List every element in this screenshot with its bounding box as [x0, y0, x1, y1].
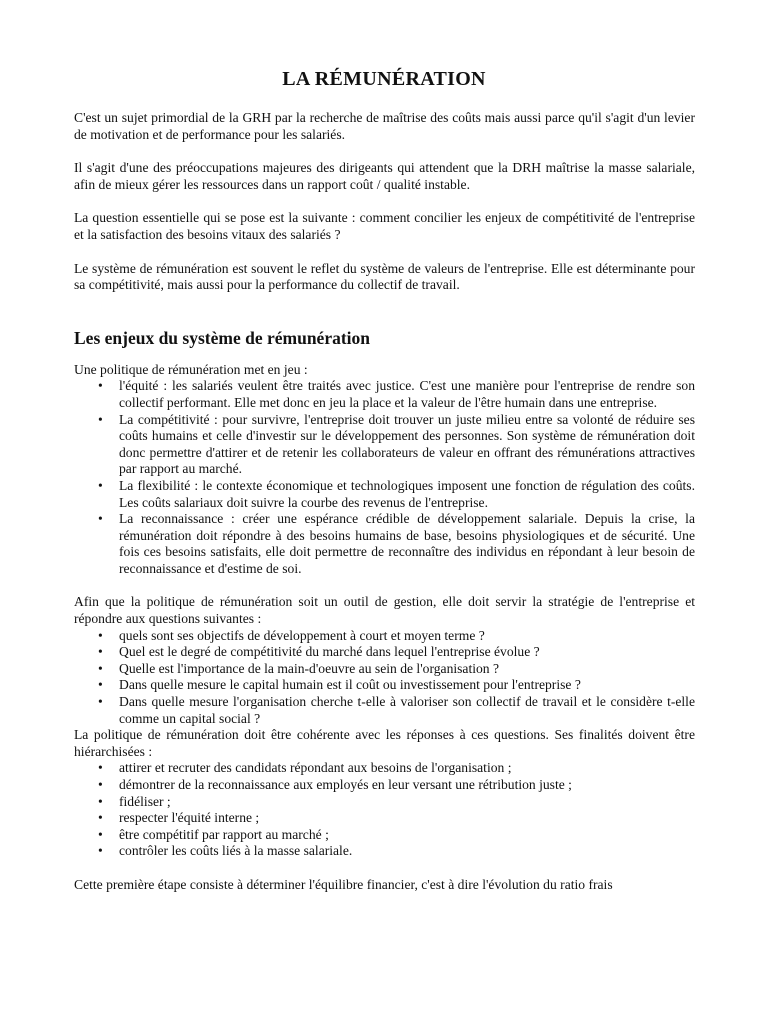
- list-item: • Quelle est l'importance de la main-d'oeuvre au sein de l'organisation ?: [98, 660, 500, 676]
- list-item: • Dans quelle mesure l'organisation cherche t-elle à valoriser son collectif de travail et le considère t-elle comme un capital social ?: [98, 694, 695, 726]
- list-item: • Dans quelle mesure le capital humain est il coût ou investissement pour l'entreprise ?: [98, 677, 581, 693]
- bullet-icon: •: [98, 760, 103, 776]
- intro-paragraph-3: La question essentielle qui se pose est la suivante : comment concilier les enjeux de compétitivité de l'entreprise et la satisfaction des besoins vitaux des salariés ?: [74, 210, 695, 242]
- list-item: • démontrer de la reconnaissance aux employés en leur versant une rétribution juste ;: [98, 777, 572, 792]
- finalites-list: [74, 760, 695, 860]
- questions-list: [74, 628, 695, 728]
- finalites-lead: La politique de rémunération doit être cohérente avec les réponses à ces questions. Ses finalités doivent être hiérarchisées :: [74, 727, 695, 759]
- page-title: LA RÉMUNÉRATION: [282, 68, 486, 90]
- list-item: • La flexibilité : le contexte économique et technologiques imposent une fonction de régulation des coûts. Les coûts salariaux doit suivre la courbe des revenus de l'entreprise.: [98, 477, 695, 510]
- bullet-icon: •: [98, 843, 103, 859]
- bullet-icon: •: [98, 627, 103, 643]
- questions-lead: Afin que la politique de rémunération soit un outil de gestion, elle doit servir la stratégie de l'entreprise et répondre aux questions suivantes :: [74, 594, 695, 627]
- list-item: • attirer et recruter des candidats répondant aux besoins de l'organisation ;: [98, 760, 512, 776]
- bullet-icon: •: [98, 660, 103, 676]
- closing-paragraph: Cette première étape consiste à déterminer l'équilibre financier, c'est à dire l'évolution du ratio frais: [74, 876, 613, 892]
- bullet-icon: •: [98, 677, 103, 693]
- intro-paragraph-1: C'est un sujet primordial de la GRH par la recherche de maîtrise des coûts mais aussi parce qu'il s'agit d'un levier de motivation et de performance pour les salariés.: [74, 110, 695, 142]
- enjeux-lead: Une politique de rémunération met en jeu :: [74, 361, 308, 377]
- bullet-icon: •: [98, 793, 103, 809]
- bullet-icon: •: [98, 511, 103, 527]
- bullet-icon: •: [98, 810, 103, 826]
- list-item: • quels sont ses objectifs de développement à court et moyen terme ?: [98, 627, 485, 643]
- list-item: • fidéliser ;: [98, 793, 171, 809]
- bullet-icon: •: [98, 644, 103, 660]
- bullet-icon: •: [98, 378, 103, 394]
- list-item: • l'équité : les salariés veulent être traités avec justice. C'est une manière pour l'entreprise de rendre son collectif performant. Elle met donc en jeu la place et la valeur de l'être humain dans une entreprise.: [98, 378, 695, 410]
- list-item: • respecter l'équité interne ;: [98, 810, 260, 826]
- list-item: • Quel est le degré de compétitivité du marché dans lequel l'entreprise évolue ?: [98, 644, 540, 660]
- document-body: [74, 110, 695, 894]
- bullet-icon: •: [98, 411, 103, 427]
- intro-paragraph-4: Le système de rémunération est souvent le reflet du système de valeurs de l'entreprise. Elle est déterminante pour sa compétitivité, mais aussi pour la performance du collectif de travail.: [74, 260, 695, 293]
- intro-paragraph-2: Il s'agit d'une des préoccupations majeures des dirigeants qui attendent que la DRH maîtrise la masse salariale, afin de mieux gérer les ressources dans un rapport coût / qualité instable.: [74, 160, 695, 192]
- bullet-icon: •: [98, 477, 103, 493]
- list-item: • La compétitivité : pour survivre, l'entreprise doit trouver un juste milieu entre sa volonté de réduire ses coûts humains et celle d'investir sur le développement des personnes. Son système de rémunération doit donc permettre d'attirer et de retenir les collaborateurs de valeur en offrant des rémunérations attractives par rapport au marché.: [98, 411, 695, 477]
- enjeux-list: [74, 378, 695, 577]
- bullet-icon: •: [98, 694, 103, 710]
- bullet-icon: •: [98, 777, 103, 792]
- bullet-icon: •: [98, 826, 103, 842]
- list-item: • être compétitif par rapport au marché ;: [98, 826, 329, 842]
- list-item: • La reconnaissance : créer une espérance crédible de développement salariale. Depuis la crise, la rémunération doit répondre à des besoins humains de base, besoins physiologiques et de sécurité. Une fois ces besoins satisfaits, elle doit permettre de reconnaître des individus en répondant à leur besoin de reconnaissance et d'estime de soi.: [98, 511, 695, 576]
- list-item: • contrôler les coûts liés à la masse salariale.: [98, 843, 353, 859]
- section-heading: Les enjeux du système de rémunération: [74, 327, 371, 348]
